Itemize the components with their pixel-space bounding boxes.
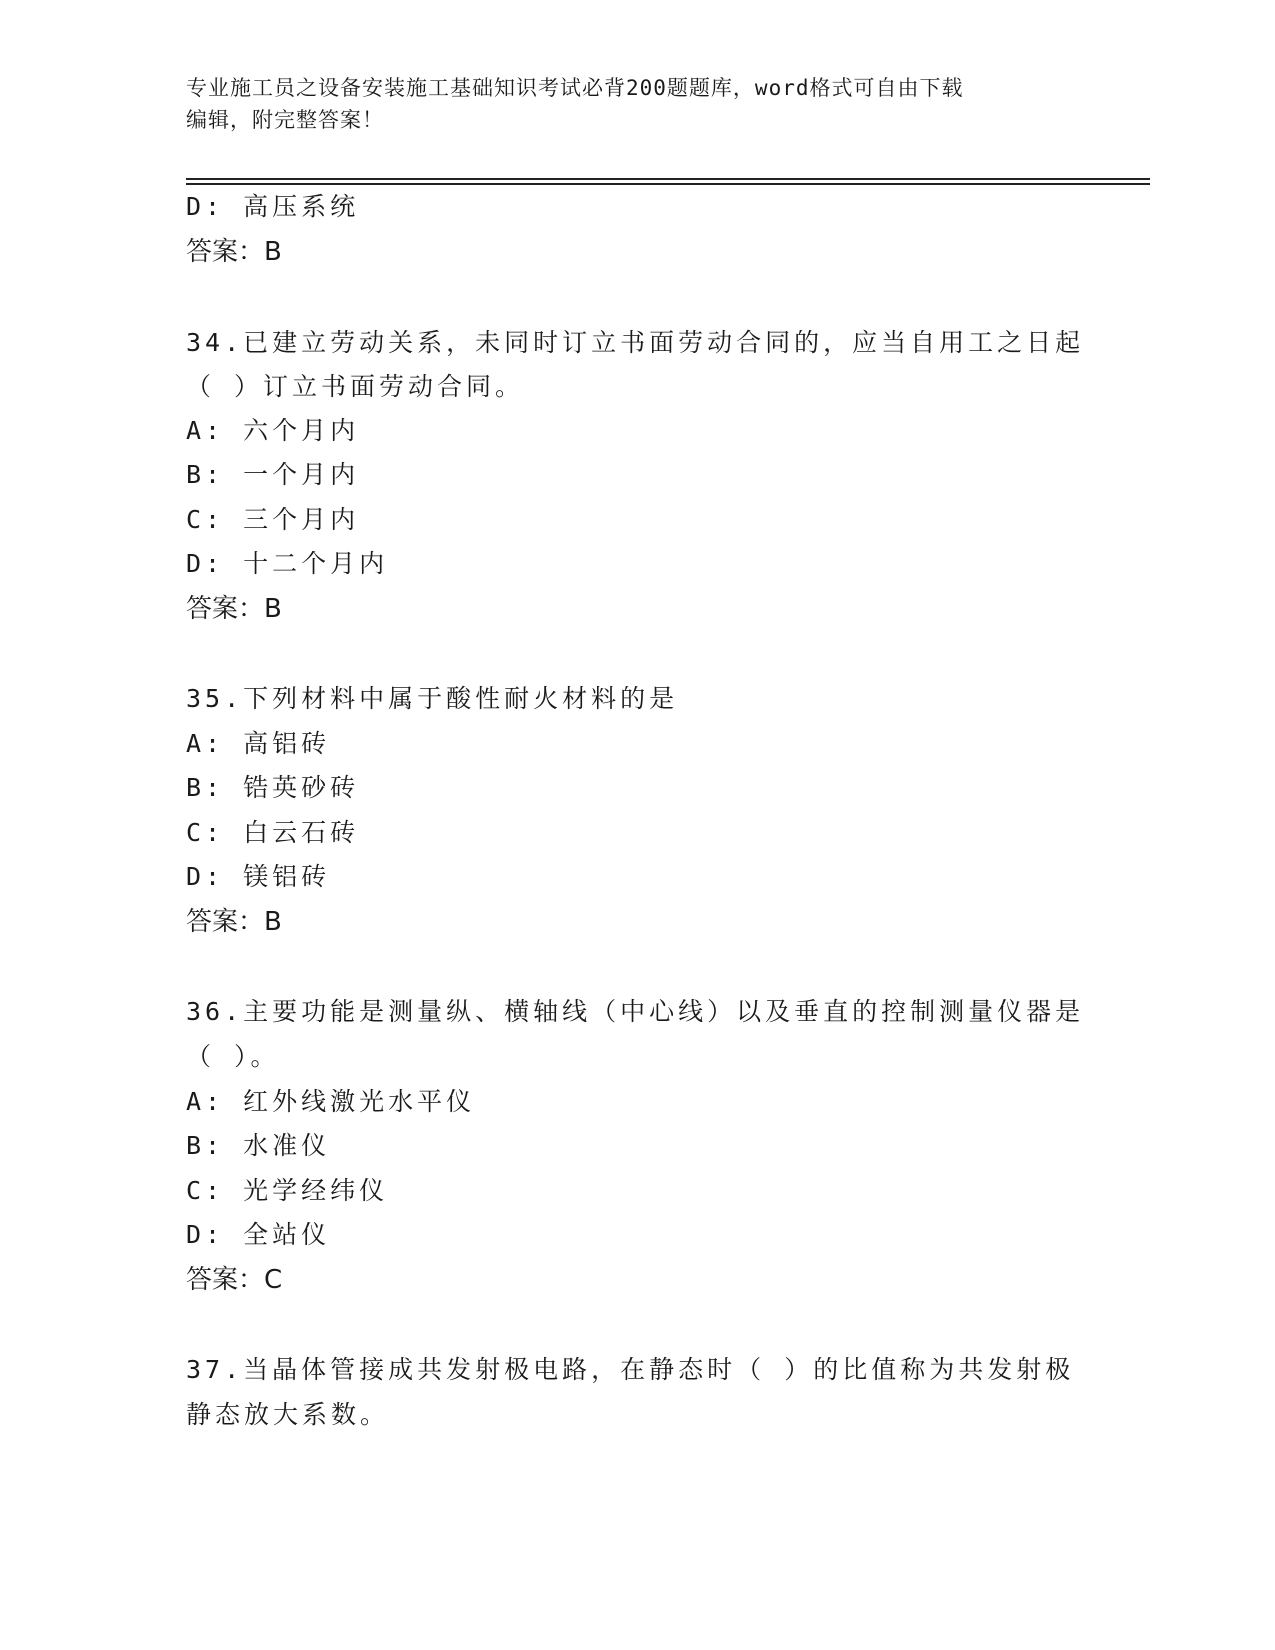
question-36-stem-line-2: （ ）。 — [186, 1042, 280, 1071]
question-37-stem-line-1: 37.当晶体管接成共发射极电路，在静态时（ ）的比值称为共发射极 — [186, 1355, 1075, 1384]
question-34-option-d: D: 十二个月内 — [186, 549, 389, 578]
question-34-stem-line-2: （ ）订立书面劳动合同。 — [186, 372, 525, 401]
question-36-answer: 答案：C — [186, 1265, 283, 1295]
question-37-stem-line-2: 静态放大系数。 — [186, 1400, 390, 1429]
question-36-option-d: D: 全站仪 — [186, 1220, 331, 1249]
question-35-answer: 答案：B — [186, 907, 282, 937]
question-35-option-b: B: 锆英砂砖 — [186, 773, 360, 802]
question-35-option-c: C: 白云石砖 — [186, 818, 360, 847]
question-36-option-b: B: 水准仪 — [186, 1131, 331, 1160]
header-line-2: 编辑，附完整答案！ — [186, 108, 384, 132]
question-34-stem-line-1: 34.已建立劳动关系，未同时订立书面劳动合同的，应当自用工之日起 — [186, 328, 1085, 357]
question-35-option-d: D: 镁铝砖 — [186, 862, 331, 891]
question-34-option-b: B: 一个月内 — [186, 460, 360, 489]
question-36-stem-line-1: 36.主要功能是测量纵、横轴线（中心线）以及垂直的控制测量仪器是 — [186, 997, 1085, 1026]
answer-line: 答案：B — [186, 237, 282, 267]
document-header — [186, 72, 1066, 136]
header-line-1: 专业施工员之设备安装施工基础知识考试必背200题题库，word格式可自由下载 — [186, 76, 964, 100]
question-34-option-a: A: 六个月内 — [186, 416, 360, 445]
header-divider-bottom — [186, 183, 1150, 185]
header-divider-top — [186, 178, 1150, 180]
question-35-option-a: A: 高铝砖 — [186, 729, 331, 758]
question-34-option-c: C: 三个月内 — [186, 505, 360, 534]
question-35-stem: 35.下列材料中属于酸性耐火材料的是 — [186, 684, 679, 713]
option-d: D: 高压系统 — [186, 192, 360, 221]
question-34-answer: 答案：B — [186, 594, 282, 624]
question-36-option-c: C: 光学经纬仪 — [186, 1176, 389, 1205]
question-36-option-a: A: 红外线激光水平仪 — [186, 1087, 476, 1116]
